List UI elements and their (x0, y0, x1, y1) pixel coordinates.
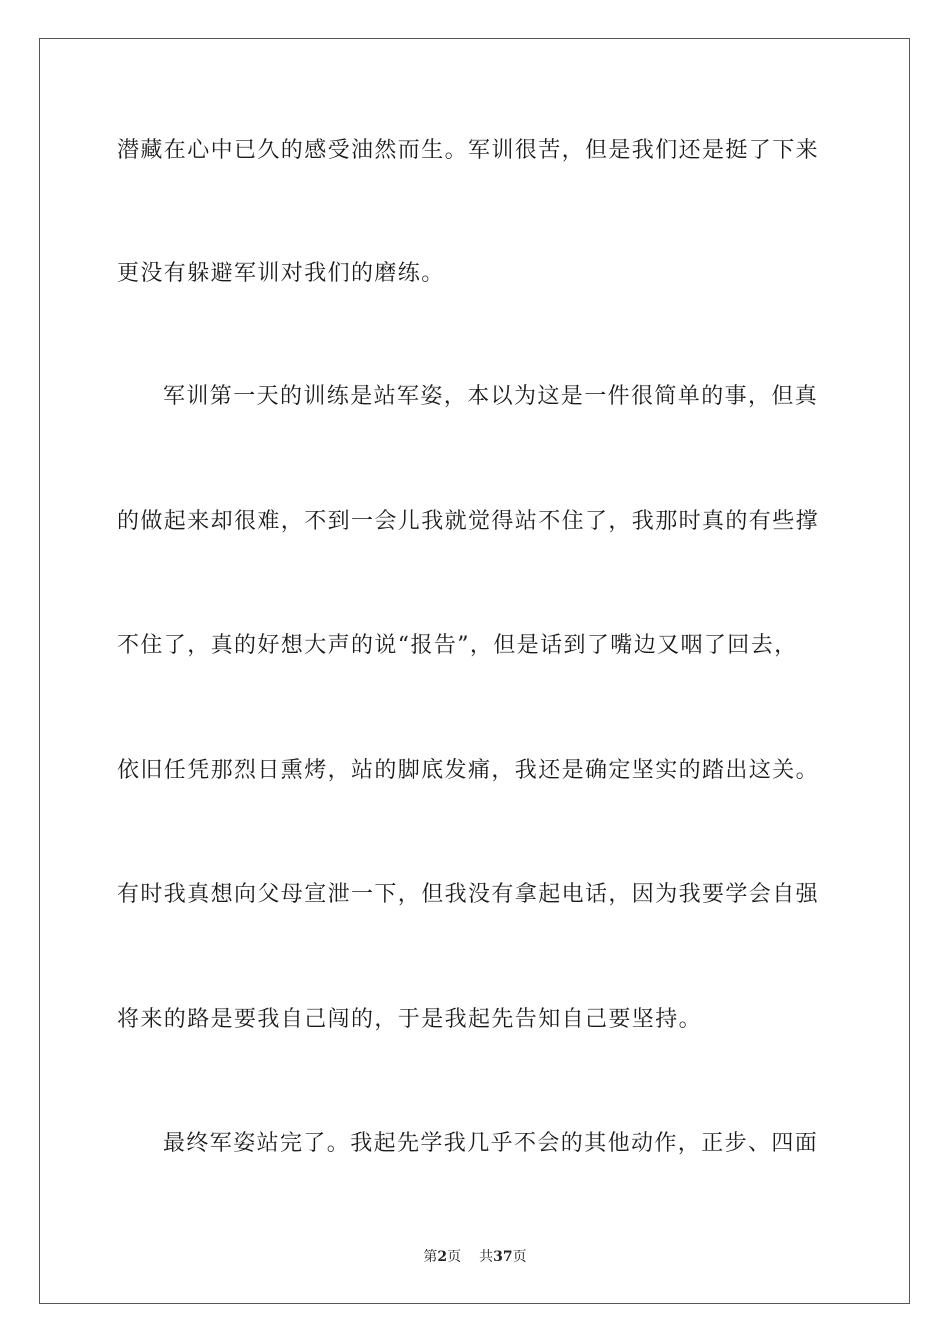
text-line-1: 潜藏在心中已久的感受油然而生。军训很苦，但是我们还是挺了下来 (117, 138, 820, 163)
text-line-9: 最终军姿站完了。我起先学我几乎不会的其他动作，正步、四面 (163, 1131, 819, 1156)
text-line-8: 将来的路是要我自己闯的，于是我起先告知自己要坚持。 (117, 1007, 703, 1032)
text-line-5: 不住了，真的好想大声的说“报告”，但是话到了嘴边又咽了回去， (117, 633, 798, 658)
page-border (39, 38, 910, 1304)
total-pages: 37 (493, 1249, 513, 1265)
page-prefix: 第 (423, 1249, 438, 1265)
total-suffix: 页 (512, 1249, 527, 1265)
total-prefix: 共 (479, 1249, 494, 1265)
text-line-4: 的做起来却很难，不到一会儿我就觉得站不住了，我那时真的有些撑 (117, 509, 820, 534)
text-line-6: 依旧任凭那烈日熏烤，站的脚底发痛，我还是确定坚实的踏出这关。 (117, 758, 820, 783)
page-suffix: 页 (447, 1249, 462, 1265)
text-line-7: 有时我真想向父母宣泄一下，但我没有拿起电话，因为我要学会自强 (117, 882, 820, 907)
text-line-3: 军训第一天的训练是站军姿，本以为这是一件很简单的事，但真 (163, 384, 819, 409)
page-number: 2 (437, 1249, 448, 1265)
text-line-2: 更没有躲避军训对我们的磨练。 (117, 261, 445, 286)
page-footer (0, 1247, 950, 1267)
